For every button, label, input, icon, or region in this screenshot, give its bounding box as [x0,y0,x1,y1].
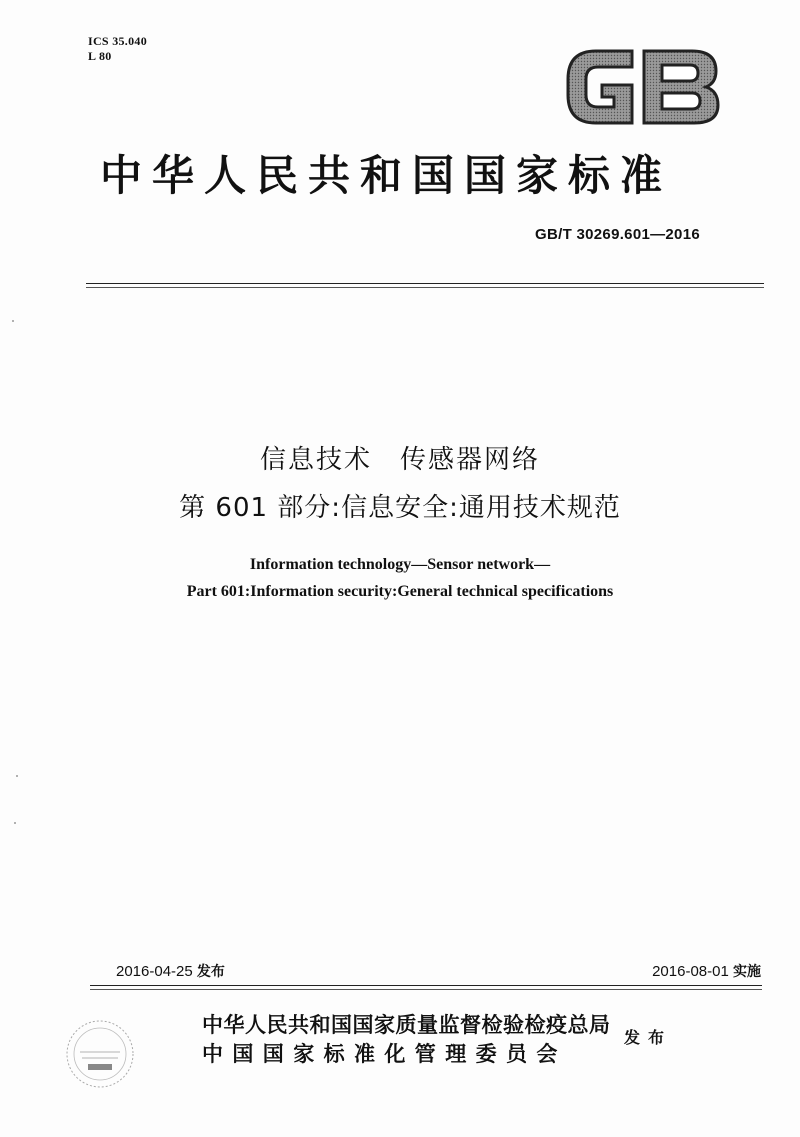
issue-date-suffix: 发布 [196,964,225,980]
scan-speck [16,775,18,777]
implementation-date-value: 2016-08-01 [652,963,729,980]
footer-divider [90,985,762,986]
implementation-date [652,961,761,981]
english-title-line-1: Information technology—Sensor network— [249,556,551,573]
scan-speck [12,320,14,322]
ics-code: ICS 35.040 [88,34,148,48]
anti-counterfeit-stamp-icon [64,1018,136,1090]
chinese-title-line-1: 信息技术 传感器网络 [259,445,540,475]
issuing-authority-1: 中华人民共和国国家质量监督检验检疫总局 [202,1013,611,1037]
header-divider [86,283,764,284]
implementation-date-suffix: 实施 [733,964,761,980]
chinese-title-line-2: 第 601 部分:信息安全:通用技术规范 [179,493,621,523]
issue-date [116,961,225,981]
header-divider-secondary [86,287,764,288]
english-title-line-2: Part 601:Information security:General technical specifications [186,583,614,600]
footer-divider-secondary [90,989,762,990]
issue-date-value: 2016-04-25 [116,963,193,980]
publish-label: 发布 [624,1028,673,1047]
issuing-authority-2: 中国国家标准化管理委员会 [202,1042,567,1066]
standard-number: GB/T 30269.601—2016 [535,226,700,243]
classification-codes [88,34,147,64]
gb-logo-icon [562,45,722,129]
national-standard-title: 中华人民共和国国家标准 [100,151,673,200]
scan-speck [14,822,16,824]
ccs-code: L 80 [88,49,112,63]
